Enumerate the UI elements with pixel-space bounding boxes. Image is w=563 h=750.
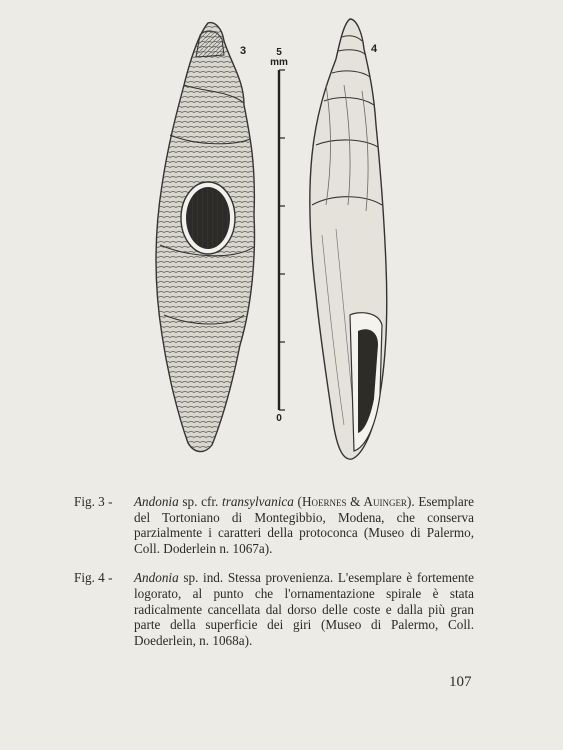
caption-fig-4: [74, 570, 474, 648]
page-number: 107: [449, 674, 472, 690]
scale-label-top: [268, 48, 290, 68]
caption-species: transylvanica: [222, 494, 294, 509]
caption-number: Fig. 4 -: [74, 570, 113, 586]
caption-fig-3: [74, 494, 474, 556]
caption-number: Fig. 3 -: [74, 494, 113, 509]
shell-figure-4: [310, 19, 387, 459]
caption-text-part: sp. ind. Stessa provenienza. L'esemplare è fortemente logorato, al punto che l'ornamentazione spirale è stata radicalmente cancellata dal dorso delle coste e dalla più gran parte della superficie dei giri (Museo di Palermo, Coll. Doederlein, n. 1068a).: [134, 570, 474, 648]
figure-label-3: 3: [240, 45, 247, 57]
caption-text: [134, 494, 474, 556]
scale-top-unit: mm: [270, 57, 288, 68]
scale-bar: [279, 70, 285, 410]
figure-captions: [74, 494, 474, 662]
scale-label-bottom: 0: [276, 413, 282, 424]
shell-illustrations: [140, 15, 410, 465]
figure-label-4: 4: [371, 43, 378, 55]
shell-figure-3: [156, 23, 254, 452]
caption-genus: Andonia: [134, 494, 179, 509]
scale-top-value: 5: [276, 47, 282, 58]
caption-text-part: ). Esemplare del Tortoniano di Montegibbio, Modena, che conserva parzialmente i caratteri della protoconca (Museo di Palermo, Coll. Doderlein n. 1067a).: [134, 494, 475, 556]
caption-author: Hoernes & Auinger: [301, 494, 407, 509]
caption-text-part: (: [293, 494, 302, 509]
caption-text-part: sp. cfr.: [178, 494, 223, 509]
caption-genus: Andonia: [134, 570, 179, 586]
caption-text: [134, 570, 474, 648]
figure-plate: [140, 15, 410, 465]
